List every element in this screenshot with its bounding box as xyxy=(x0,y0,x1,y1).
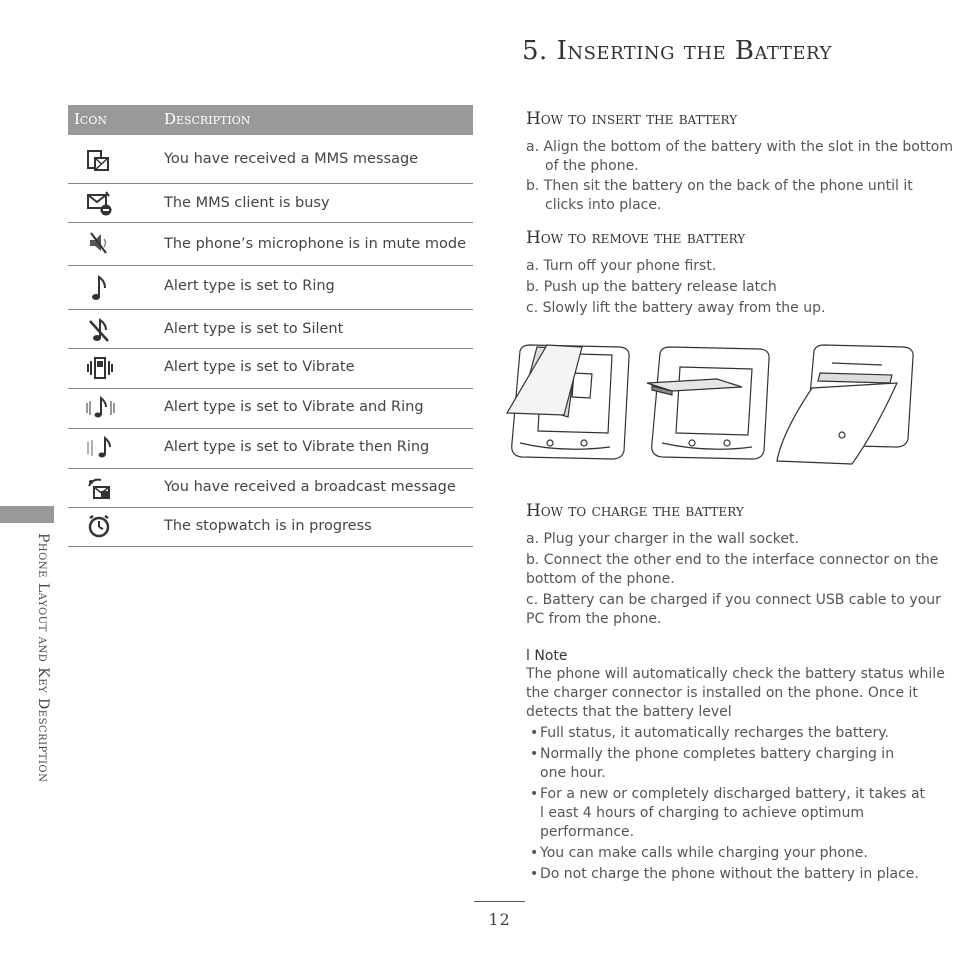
page-number-rule xyxy=(474,901,525,902)
row-description: You have received a MMS message xyxy=(164,151,419,167)
charge-step-c-cont: PC from the phone. xyxy=(526,611,662,627)
list-item: • For a new or completely discharged battery, it takes at l east 4 hours of charging to achieve optimum performance. xyxy=(530,786,926,840)
table-row xyxy=(68,135,473,184)
remove-step-a: a. Turn off your phone first. xyxy=(526,258,717,274)
table-row xyxy=(68,349,473,389)
table-row xyxy=(68,508,473,547)
mic-mute-icon xyxy=(84,229,118,257)
icon-table xyxy=(68,105,473,547)
table-row xyxy=(68,389,473,429)
remove-step-c: c. Slowly lift the battery away from the up. xyxy=(526,300,826,316)
vibrate-then-ring-icon xyxy=(84,434,118,462)
list-item: • Normally the phone completes battery charging in one hour. xyxy=(530,746,895,781)
charge-step-a: a. Plug your charger in the wall socket. xyxy=(526,531,799,547)
table-row xyxy=(68,266,473,310)
charge-step-c: c. Battery can be charged if you connect USB cable to your xyxy=(526,592,941,608)
remove-step-b: b. Push up the battery release latch xyxy=(526,279,777,295)
phone-battery-remove-illustration xyxy=(777,345,913,464)
insert-heading: How to insert the battery xyxy=(526,109,738,129)
list-item: • Full status, it automatically recharges the battery. xyxy=(530,725,889,741)
header-icon: Icon xyxy=(74,110,107,128)
insert-step-b-cont: clicks into place. xyxy=(545,197,662,213)
list-item: • Do not charge the phone without the battery in place. xyxy=(530,866,919,882)
note-title: l Note xyxy=(526,648,568,664)
charge-step-b: b. Connect the other end to the interface connector on the xyxy=(526,552,939,568)
table-row xyxy=(68,469,473,508)
page-number: 12 xyxy=(488,910,511,929)
mms-message-icon xyxy=(84,147,118,175)
insert-step-a-cont: of the phone. xyxy=(545,158,639,174)
vibrate-icon xyxy=(84,354,118,382)
side-section-label-text: Phone Layout and Key Description xyxy=(35,533,51,783)
insert-step-a: a. Align the bottom of the battery with the slot in the bottom xyxy=(526,139,954,155)
note-line-1: The phone will automatically check the battery status while xyxy=(526,666,945,682)
table-row xyxy=(68,184,473,223)
note-line-3: detects that the battery level xyxy=(526,704,732,720)
mms-busy-icon xyxy=(84,190,118,218)
row-description: Alert type is set to Vibrate xyxy=(164,359,355,375)
table-row xyxy=(68,223,473,266)
charge-heading: How to charge the battery xyxy=(526,501,744,521)
charge-step-b-cont: bottom of the phone. xyxy=(526,571,675,587)
vibrate-and-ring-icon xyxy=(84,394,118,422)
phone-battery-latch-illustration xyxy=(647,347,769,459)
remove-heading: How to remove the battery xyxy=(526,228,746,248)
table-header xyxy=(68,105,473,135)
table-row xyxy=(68,310,473,349)
note-line-2: the charger connector is installed on the phone. Once it xyxy=(526,685,918,701)
row-description: Alert type is set to Vibrate then Ring xyxy=(164,439,430,455)
side-tab-bar xyxy=(0,506,54,523)
ring-icon xyxy=(84,274,118,302)
phone-battery-insert-illustration xyxy=(507,345,629,459)
side-section-label xyxy=(33,533,53,803)
row-description: You have received a broadcast message xyxy=(164,479,456,495)
row-description: Alert type is set to Vibrate and Ring xyxy=(164,399,424,415)
table-row xyxy=(68,429,473,469)
battery-illustrations xyxy=(502,343,942,468)
header-description: Description xyxy=(164,110,251,128)
list-item: • You can make calls while charging your phone. xyxy=(530,845,868,861)
insert-step-b: b. Then sit the battery on the back of the phone until it xyxy=(526,178,913,194)
broadcast-message-icon xyxy=(84,474,118,502)
stopwatch-icon xyxy=(84,512,118,540)
row-description: The phone’s microphone is in mute mode xyxy=(164,236,467,252)
note-bullet-list xyxy=(530,724,935,886)
row-description: The MMS client is busy xyxy=(164,195,330,211)
row-description: The stopwatch is in progress xyxy=(164,518,372,534)
silent-icon xyxy=(84,316,118,344)
row-description: Alert type is set to Silent xyxy=(164,321,344,337)
page-title: 5. Inserting the Battery xyxy=(522,36,832,66)
row-description: Alert type is set to Ring xyxy=(164,278,335,294)
